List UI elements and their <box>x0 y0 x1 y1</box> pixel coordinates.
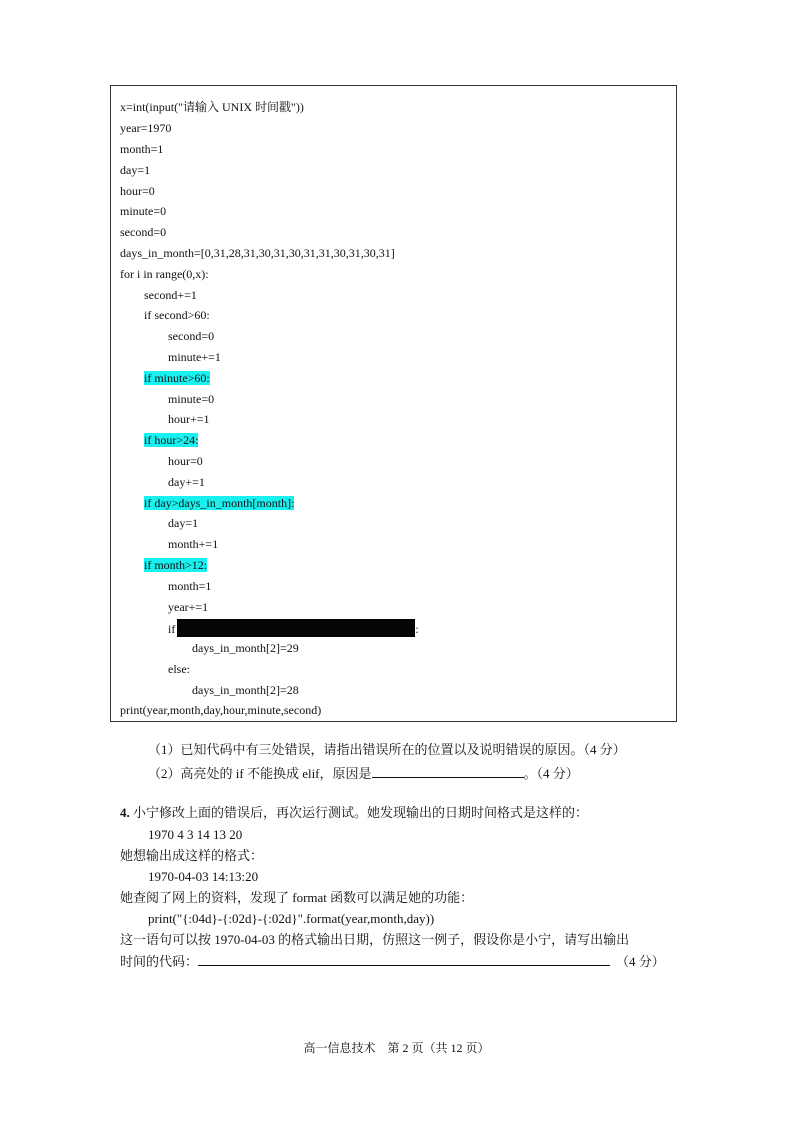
code-line: minute=0 <box>168 392 215 406</box>
colon: : <box>415 622 419 636</box>
highlighted-if: if minute>60: <box>144 371 210 385</box>
highlighted-if: if month>12: <box>144 558 208 572</box>
question4-intro-text: 小宁修改上面的错误后，再次运行测试。她发现输出的日期时间格式是这样的： <box>133 805 589 820</box>
code-line: minute=0 <box>120 204 167 218</box>
code-line: year+=1 <box>168 600 209 614</box>
highlighted-if: if hour>24: <box>144 433 199 447</box>
task-line-2 <box>120 952 665 971</box>
want-text: 她想输出成这样的格式： <box>120 848 264 863</box>
code-line <box>144 370 210 386</box>
code-line <box>144 495 294 511</box>
code-line: second+=1 <box>144 288 197 302</box>
task-line-2-suffix: （4 分） <box>616 954 665 969</box>
code-line-redacted <box>168 619 419 637</box>
task-line-2-prefix: 时间的代码： <box>120 954 199 969</box>
code-line <box>144 557 207 573</box>
code-line: month+=1 <box>168 537 219 551</box>
code-line: minute+=1 <box>168 350 221 364</box>
part2-prefix: （2）高亮处的 if 不能换成 elif，原因是 <box>148 766 372 781</box>
code-line: days_in_month[2]=29 <box>192 641 299 655</box>
code-line: day=1 <box>120 163 151 177</box>
answer-blank[interactable] <box>198 952 610 966</box>
example-code: print("{:04d}-{:02d}-{:02d}".format(year,month,day)) <box>148 911 435 926</box>
code-line: if second>60: <box>144 308 210 322</box>
code-line: second=0 <box>168 329 215 343</box>
redacted-condition <box>177 619 415 637</box>
found-text: 她查阅了网上的资料，发现了 format 函数可以满足她的功能： <box>120 890 474 905</box>
code-line: hour=0 <box>120 184 155 198</box>
if-keyword: if <box>168 622 176 636</box>
code-line: day+=1 <box>168 475 205 489</box>
code-line: days_in_month[2]=28 <box>192 683 299 697</box>
code-line: for i in range(0,x): <box>120 267 209 281</box>
sample-output: 1970 4 3 14 13 20 <box>148 827 243 842</box>
code-line: second=0 <box>120 225 167 239</box>
code-line <box>144 432 198 448</box>
code-line: year=1970 <box>120 121 172 135</box>
code-line: print(year,month,day,hour,minute,second) <box>120 703 322 717</box>
code-line: else: <box>168 662 190 676</box>
highlighted-if: if day>days_in_month[month]: <box>144 496 295 510</box>
code-line: month=1 <box>168 579 212 593</box>
question-number: 4. <box>120 805 130 820</box>
code-line: days_in_month=[0,31,28,31,30,31,30,31,31,30,31,30,31] <box>120 246 395 260</box>
code-line: hour=0 <box>168 454 203 468</box>
code-line: month=1 <box>120 142 164 156</box>
code-line: hour+=1 <box>168 412 210 426</box>
question3-part2 <box>148 764 579 783</box>
code-line: day=1 <box>168 516 199 530</box>
question3-part1: （1）已知代码中有三处错误，请指出错误所在的位置以及说明错误的原因。（4 分） <box>148 742 626 757</box>
page-footer: 高一信息技术 第 2 页（共 12 页） <box>303 1041 490 1055</box>
question4-intro <box>120 804 588 822</box>
desired-output: 1970-04-03 14:13:20 <box>148 869 259 884</box>
part2-suffix: 。（4 分） <box>523 766 579 781</box>
code-line: x=int(input("请输入 UNIX 时间戳")) <box>120 100 304 114</box>
task-line-1: 这一语句可以按 1970-04-03 的格式输出日期，仿照这一例子，假设你是小宁，请写出输出 <box>120 932 630 947</box>
answer-blank[interactable] <box>372 764 524 778</box>
